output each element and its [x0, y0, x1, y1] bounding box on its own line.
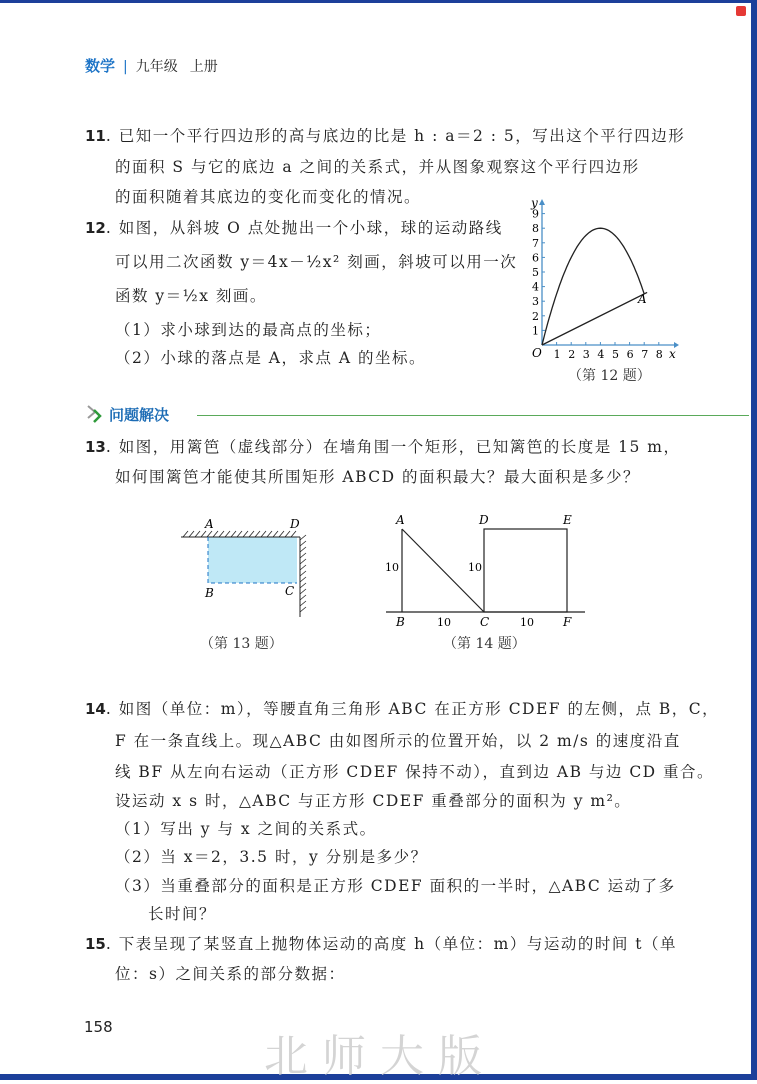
hatch-mark — [213, 531, 218, 537]
problem-12-line-2: 可以用二次函数 y＝4x－½x² 刻画，斜坡可以用一次 — [115, 253, 518, 271]
y-tick-label: 2 — [532, 309, 539, 323]
hatch-mark — [237, 531, 242, 537]
label-b: B — [396, 615, 405, 629]
label-a: A — [396, 513, 405, 527]
corner-marker — [736, 6, 746, 16]
hatch-mark — [300, 577, 306, 582]
y-tick-label: 9 — [532, 207, 539, 221]
hatch-mark — [285, 531, 290, 537]
figure-14-caption: （第 14 题） — [443, 636, 526, 652]
y-tick-label: 8 — [532, 222, 539, 236]
hatch-mark — [201, 531, 206, 537]
problem-14-part-1: （1）写出 y 与 x 之间的关系式。 — [115, 820, 377, 838]
problem-13-line-2: 如何围篱笆才能使其所围矩形 ABCD 的面积最大？最大面积是多少？ — [115, 468, 641, 486]
hatch-mark — [300, 535, 306, 540]
square-cdef — [484, 529, 567, 612]
figure-13-diagram — [175, 512, 320, 622]
hatch-mark — [231, 531, 236, 537]
right-border — [751, 0, 757, 1080]
problem-14-part-3-cont: 长时间？ — [148, 905, 217, 923]
section-heading — [85, 403, 751, 425]
hatch-mark — [243, 531, 248, 537]
y-tick-label: 5 — [532, 266, 539, 279]
x-tick-label: 5 — [612, 348, 619, 361]
subject-title: 数学 — [85, 57, 116, 75]
hatch-mark — [300, 583, 306, 588]
figure-13-caption: （第 13 题） — [200, 636, 283, 652]
problem-12-line-1: 12. 如图，从斜坡 O 点处抛出一个小球，球的运动路线 — [85, 219, 503, 237]
problem-14-part-2: （2）当 x＝2，3.5 时，y 分别是多少？ — [115, 848, 428, 866]
section-rule — [197, 415, 749, 416]
problem-14-line-3: 线 BF 从左向右运动（正方形 CDEF 保持不动），直到边 AB 与边 CD 重合。 — [115, 763, 715, 781]
problem-11-line-1: 11. 已知一个平行四边形的高与底边的比是 h : a＝2 : 5，写出这个平行四边形 — [85, 127, 686, 145]
header-separator: | — [123, 59, 128, 75]
problem-15-line-2: 位：s）之间关系的部分数据： — [115, 965, 346, 983]
hatch-mark — [225, 531, 230, 537]
x-tick-label: 6 — [626, 348, 634, 361]
problem-14-line-4: 设运动 x s 时，△ABC 与正方形 CDEF 重叠部分的面积为 y m²。 — [115, 792, 632, 810]
hatch-mark — [300, 565, 306, 570]
x-tick-label: 7 — [641, 348, 649, 361]
hatch-mark — [207, 531, 212, 537]
hatch-mark — [279, 531, 284, 537]
y-tick-label: 6 — [532, 251, 539, 265]
problem-11-line-3: 的面积随着其底边的变化而变化的情况。 — [115, 188, 422, 206]
chevron-right-icon — [85, 403, 105, 425]
figure-12-graph — [522, 195, 682, 365]
y-tick-label: 1 — [532, 324, 539, 338]
label-e: E — [563, 513, 572, 527]
hatch-mark — [261, 531, 266, 537]
x-axis-label: x — [669, 347, 676, 361]
label-b: B — [205, 586, 214, 600]
hatch-mark — [300, 553, 306, 558]
problem-14-line-1: 14. 如图（单位：m），等腰直角三角形 ABC 在正方形 CDEF 的左侧，点 B，C， — [85, 700, 720, 718]
x-tick-label: 4 — [597, 348, 605, 361]
publisher-watermark: 北师大版 — [264, 1031, 496, 1082]
y-tick-label: 4 — [532, 280, 539, 294]
top-border — [0, 0, 757, 3]
label-c: C — [285, 584, 295, 598]
problem-15-line-1: 15. 下表呈现了某竖直上抛物体运动的高度 h（单位：m）与运动的时间 t（单 — [85, 935, 677, 953]
page-header — [85, 55, 218, 76]
problem-12-part-1: （1）求小球到达的最高点的坐标； — [115, 321, 382, 339]
x-tick-label: 1 — [553, 348, 561, 361]
label-f: F — [563, 615, 572, 629]
y-axis-arrow — [539, 199, 545, 205]
x-tick-label: 8 — [655, 348, 663, 361]
point-a-label: A — [638, 292, 647, 306]
dim-cf: 10 — [520, 616, 534, 629]
slope-line — [542, 292, 647, 345]
problem-11-line-2: 的面积 S 与它的底边 a 之间的关系式，并从图象观察这个平行四边形 — [115, 158, 640, 176]
hatch-mark — [300, 571, 306, 576]
hatch-mark — [300, 607, 306, 612]
enclosed-rectangle — [208, 537, 297, 583]
hatch-mark — [300, 547, 306, 552]
label-d: D — [290, 517, 300, 531]
label-a: A — [205, 517, 214, 531]
problem-14-line-2: F 在一条直线上。现△ABC 由如图所示的位置开始，以 2 m/s 的速度沿直 — [115, 732, 681, 750]
hatch-mark — [300, 589, 306, 594]
dim-ab: 10 — [385, 561, 399, 574]
hatch-mark — [273, 531, 278, 537]
problem-13-line-1: 13. 如图，用篱笆（虚线部分）在墙角围一个矩形，已知篱笆的长度是 15 m， — [85, 438, 681, 456]
hatch-mark — [195, 531, 200, 537]
hatch-mark — [219, 531, 224, 537]
hatch-mark — [189, 531, 194, 537]
hatch-mark — [300, 541, 306, 546]
dim-cd: 10 — [468, 561, 482, 574]
hatch-mark — [300, 595, 306, 600]
figure-12-caption: （第 12 题） — [568, 368, 651, 384]
hatch-mark — [183, 531, 188, 537]
grade-label: 九年级 — [135, 59, 178, 75]
problem-12-part-2: （2）小球的落点是 A，求点 A 的坐标。 — [115, 349, 427, 367]
problem-14-part-3: （3）当重叠部分的面积是正方形 CDEF 面积的一半时，△ABC 运动了多 — [115, 877, 676, 895]
x-tick-label: 2 — [568, 348, 576, 361]
hatch-mark — [300, 601, 306, 606]
hatch-mark — [267, 531, 272, 537]
parabola-curve — [542, 228, 644, 345]
page-number: 158 — [84, 1018, 113, 1036]
origin-label: O — [532, 346, 542, 360]
label-c: C — [480, 615, 490, 629]
label-d: D — [479, 513, 489, 527]
figure-12-ticks — [532, 208, 663, 361]
hatch-mark — [291, 531, 296, 537]
hatch-mark — [249, 531, 254, 537]
section-title: 问题解决 — [109, 406, 170, 424]
y-tick-label: 7 — [532, 236, 539, 250]
y-axis-label: y — [531, 196, 538, 210]
hatch-mark — [255, 531, 260, 537]
problem-12-line-3: 函数 y＝½x 刻画。 — [115, 287, 267, 305]
dim-bc: 10 — [437, 616, 451, 629]
volume-label: 上册 — [189, 59, 218, 75]
x-tick-label: 3 — [582, 348, 590, 361]
hatch-mark — [300, 559, 306, 564]
y-tick-label: 3 — [532, 295, 539, 309]
figure-14-diagram — [380, 510, 590, 630]
